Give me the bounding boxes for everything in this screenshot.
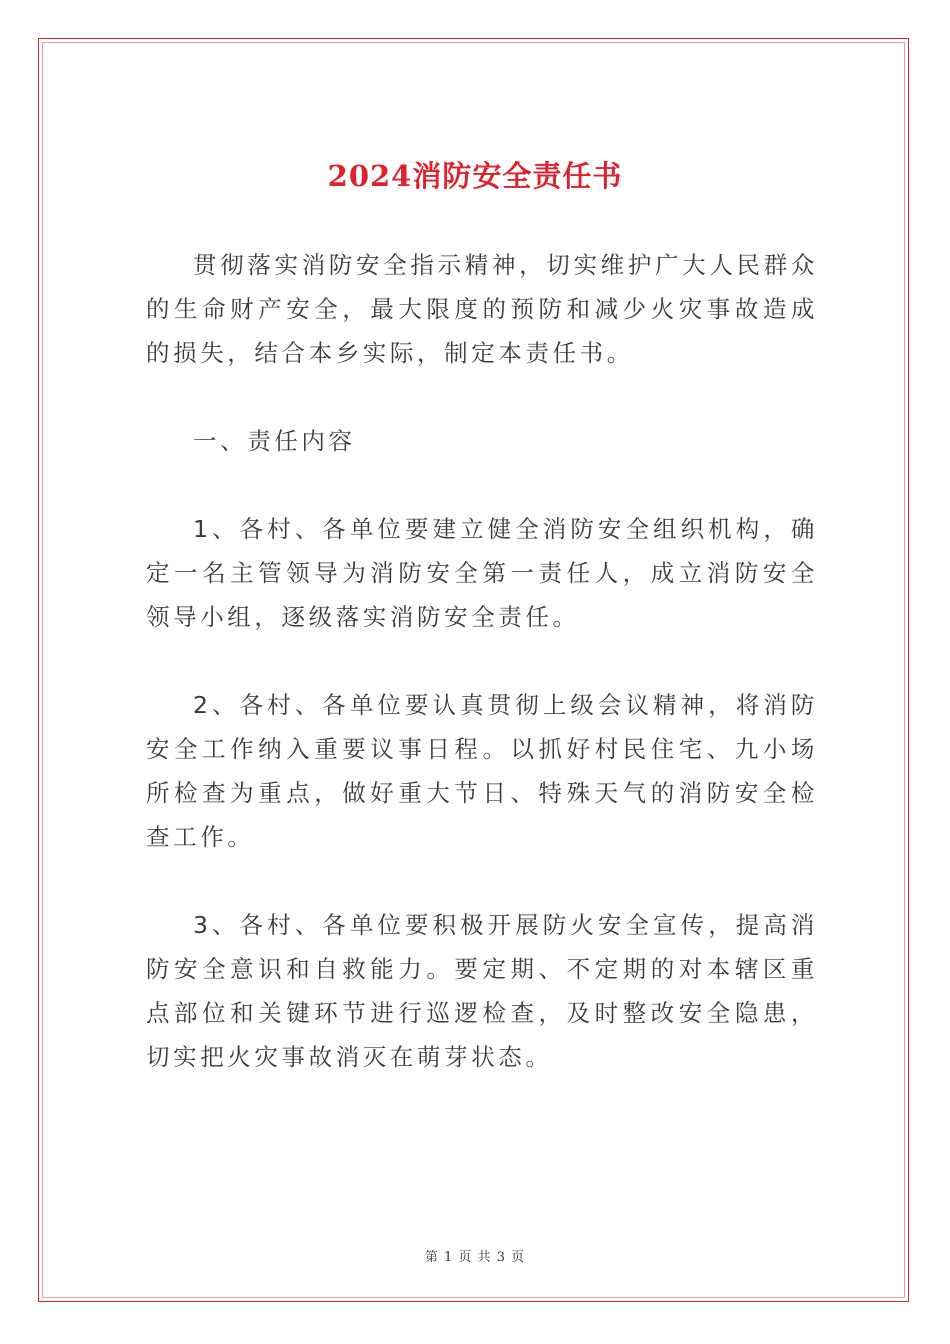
clause-paragraph-1: 1、各村、各单位要建立健全消防安全组织机构，确定一名主管领导为消防安全第一责任人，成立消防安全领导小组，逐级落实消防安全责任。 <box>146 515 818 631</box>
clause-paragraph-2: 2、各村、各单位要认真贯彻上级会议精神，将消防安全工作纳入重要议事日程。以抓好村民住宅、九小场所检查为重点，做好重大节日、特殊天气的消防安全检查工作。 <box>146 691 818 851</box>
intro-paragraph: 贯彻落实消防安全指示精神，切实维护广大人民群众的生命财产安全，最大限度的预防和减少火灾事故造成的损失，结合本乡实际，制定本责任书。 <box>146 251 818 367</box>
page-number-footer: 第 1 页 共 3 页 <box>424 1250 526 1265</box>
document-body <box>146 243 818 1079</box>
clause-paragraph-3: 3、各村、各单位要积极开展防火安全宣传，提高消防安全意识和自救能力。要定期、不定期的对本辖区重点部位和关键环节进行巡逻检查，及时整改安全隐患，切实把火灾事故消灭在萌芽状态。 <box>146 911 818 1071</box>
document-title: 2024消防安全责任书 <box>327 159 623 193</box>
section-heading: 一、责任内容 <box>193 427 356 455</box>
